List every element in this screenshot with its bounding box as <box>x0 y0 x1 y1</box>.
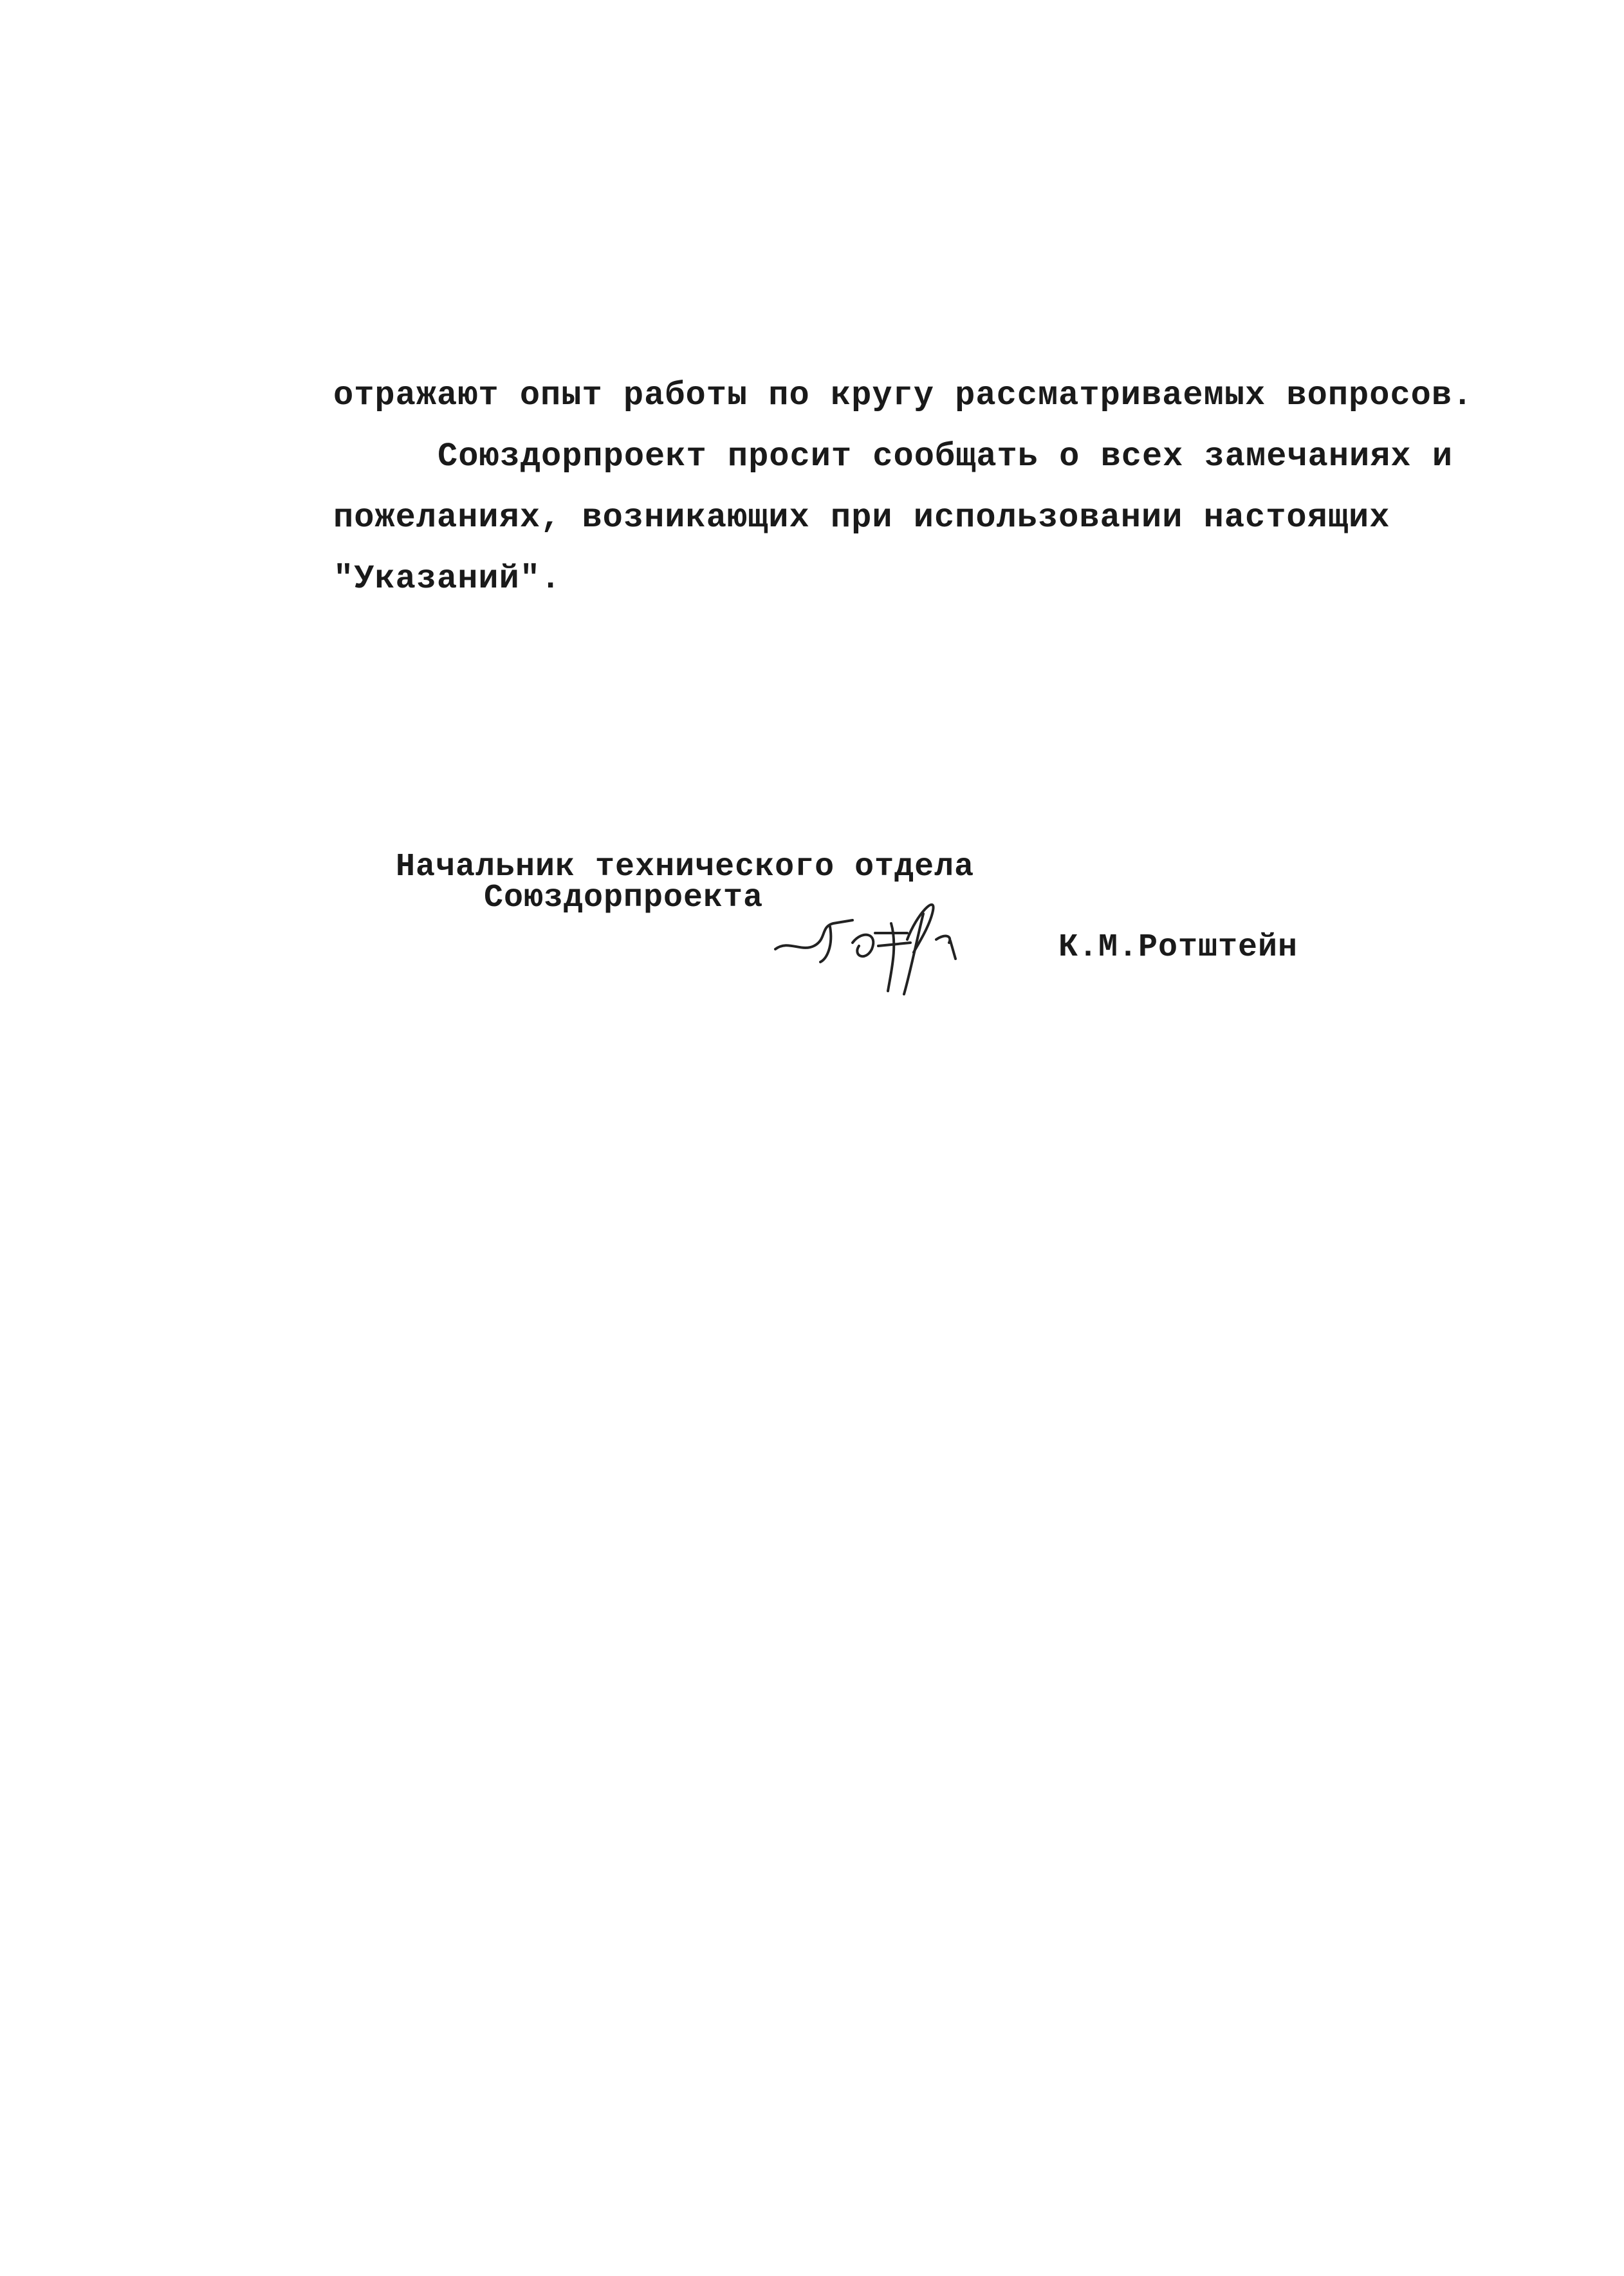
body-line-1: отражают опыт работы по кругу рассматриваемых вопросов. <box>333 376 1473 414</box>
body-line-3: пожеланиях, возникающих при использовании настоящих <box>333 499 1390 537</box>
signer-name: К.М.Ротштейн <box>1058 929 1298 966</box>
body-line-4: "Указаний". <box>333 560 562 598</box>
signer-position-line-1: Начальник технического отдела <box>396 849 975 885</box>
body-line-2: Союздорпроект просит сообщать о всех замечаниях и <box>438 438 1453 476</box>
signer-position-line-2: Союздорпроекта <box>484 880 764 916</box>
handwritten-signature <box>769 888 968 997</box>
